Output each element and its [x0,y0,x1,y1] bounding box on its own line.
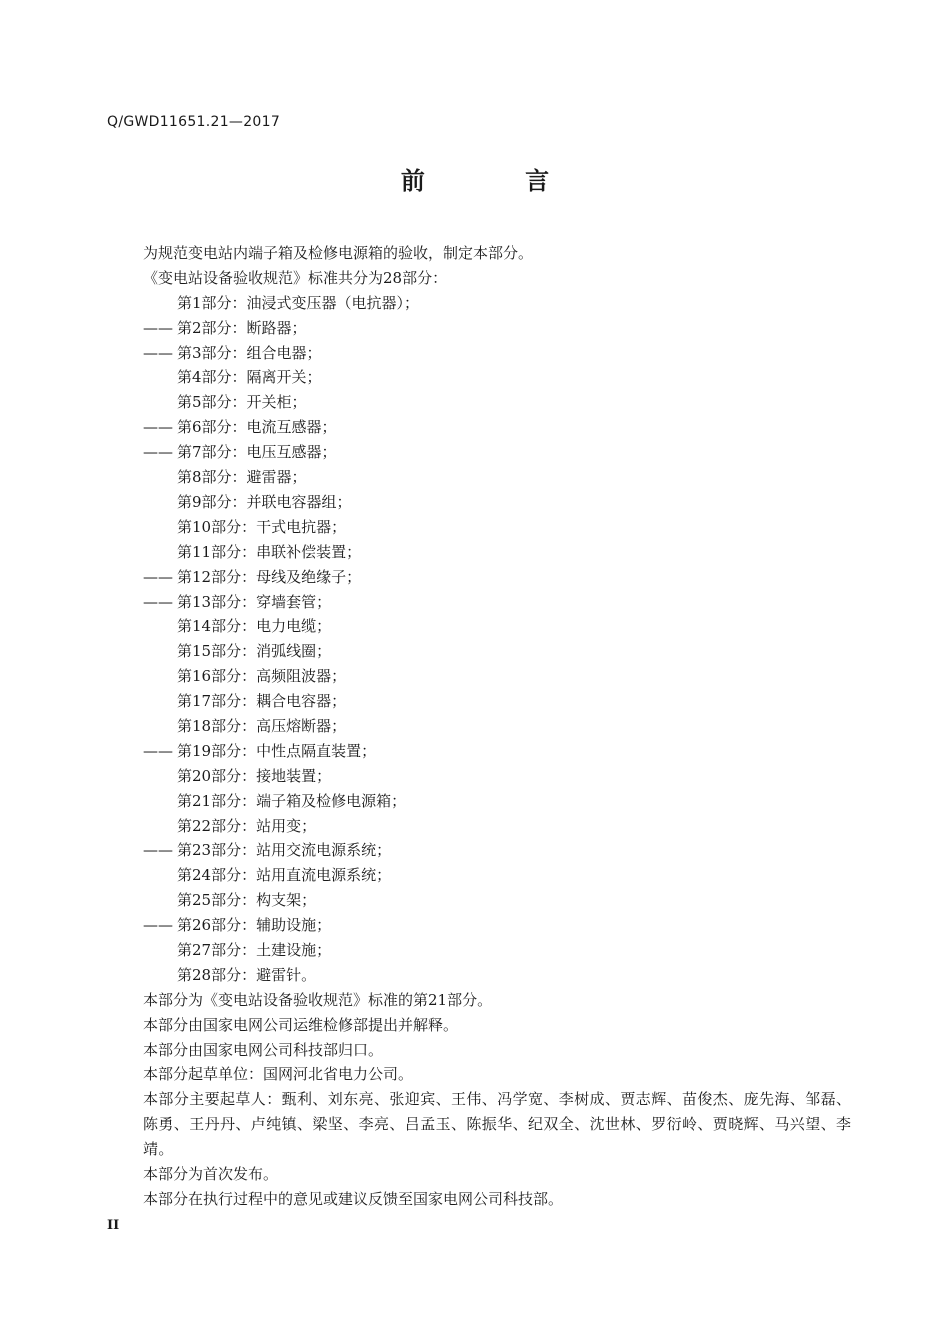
list-item: —— 第23部分：站用交流电源系统； [143,841,392,860]
page-title: 前 言 [400,167,596,195]
list-item: 第20部分：接地装置； [177,766,332,785]
list-item: —— 第3部分：组合电器； [143,343,322,362]
list-item: 第8部分：避雷器； [177,468,307,487]
list-item: —— 第12部分：母线及绝缘子； [143,567,362,586]
parts-list [143,291,863,988]
list-item: —— 第26部分：辅助设施； [143,916,332,935]
list-item: 第15部分：消弧线圈； [177,642,332,661]
closing-paragraph: 本部分为《变电站设备验收规范》标准的第21部分。 [143,990,493,1009]
page-number: II [107,1218,120,1233]
closing-paragraph: 本部分由国家电网公司科技部归口。 [143,1040,384,1059]
intro-paragraph: 《变电站设备验收规范》标准共分为28部分： [143,268,448,287]
closing-paragraph: 本部分为首次发布。 [143,1165,279,1184]
list-item: 第9部分：并联电容器组； [177,492,352,511]
closing-paragraph: 本部分由国家电网公司运维检修部提出并解释。 [143,1015,459,1034]
list-item: 第4部分：隔离开关； [177,368,322,387]
list-item: 第10部分：干式电抗器； [177,517,347,536]
list-item: 第22部分：站用变； [177,816,317,835]
authors-paragraph: 本部分主要起草人：甄利、刘东亮、张迎宾、王伟、冯学宽、李树成、贾志辉、苗俊杰、庞先海、邹磊、陈勇、王丹丹、卢纯镇、梁坚、李亮、吕孟玉、陈振华、纪双全、沈世林、罗衍岭、贾晓辉、马兴望、李靖。 [143,1090,852,1159]
list-item: 第21部分：端子箱及检修电源箱； [177,791,407,810]
list-item: 第14部分：电力电缆； [177,617,332,636]
list-item: —— 第6部分：电流互感器； [143,418,337,437]
list-item: 第18部分：高压熔断器； [177,716,347,735]
list-item: 第5部分：开关柜； [177,393,307,412]
closing-paragraph: 本部分在执行过程中的意见或建议反馈至国家电网公司科技部。 [143,1190,564,1208]
list-item: 第11部分：串联补偿装置； [177,542,362,561]
foreword-body [143,241,863,1212]
list-item: 第24部分：站用直流电源系统； [177,866,392,885]
list-item: 第16部分：高频阻波器； [177,667,347,686]
closing-paragraph: 本部分起草单位：国网河北省电力公司。 [143,1065,414,1084]
list-item: —— 第7部分：电压互感器； [143,443,337,462]
list-item: —— 第2部分：断路器； [143,318,307,337]
list-item: 第28部分：避雷针。 [177,965,317,984]
list-item: 第27部分：土建设施； [177,940,332,959]
list-item: 第1部分：油浸式变压器（电抗器）； [177,293,420,312]
document-code: Q/GWD11651.21—2017 [107,114,281,130]
list-item: —— 第19部分：中性点隔直装置； [143,741,377,760]
intro-paragraph: 为规范变电站内端子箱及检修电源箱的验收，制定本部分。 [143,244,534,262]
list-item: —— 第13部分：穿墙套管； [143,592,332,611]
list-item: 第17部分：耦合电容器； [177,692,347,711]
list-item: 第25部分：构支架； [177,891,317,910]
